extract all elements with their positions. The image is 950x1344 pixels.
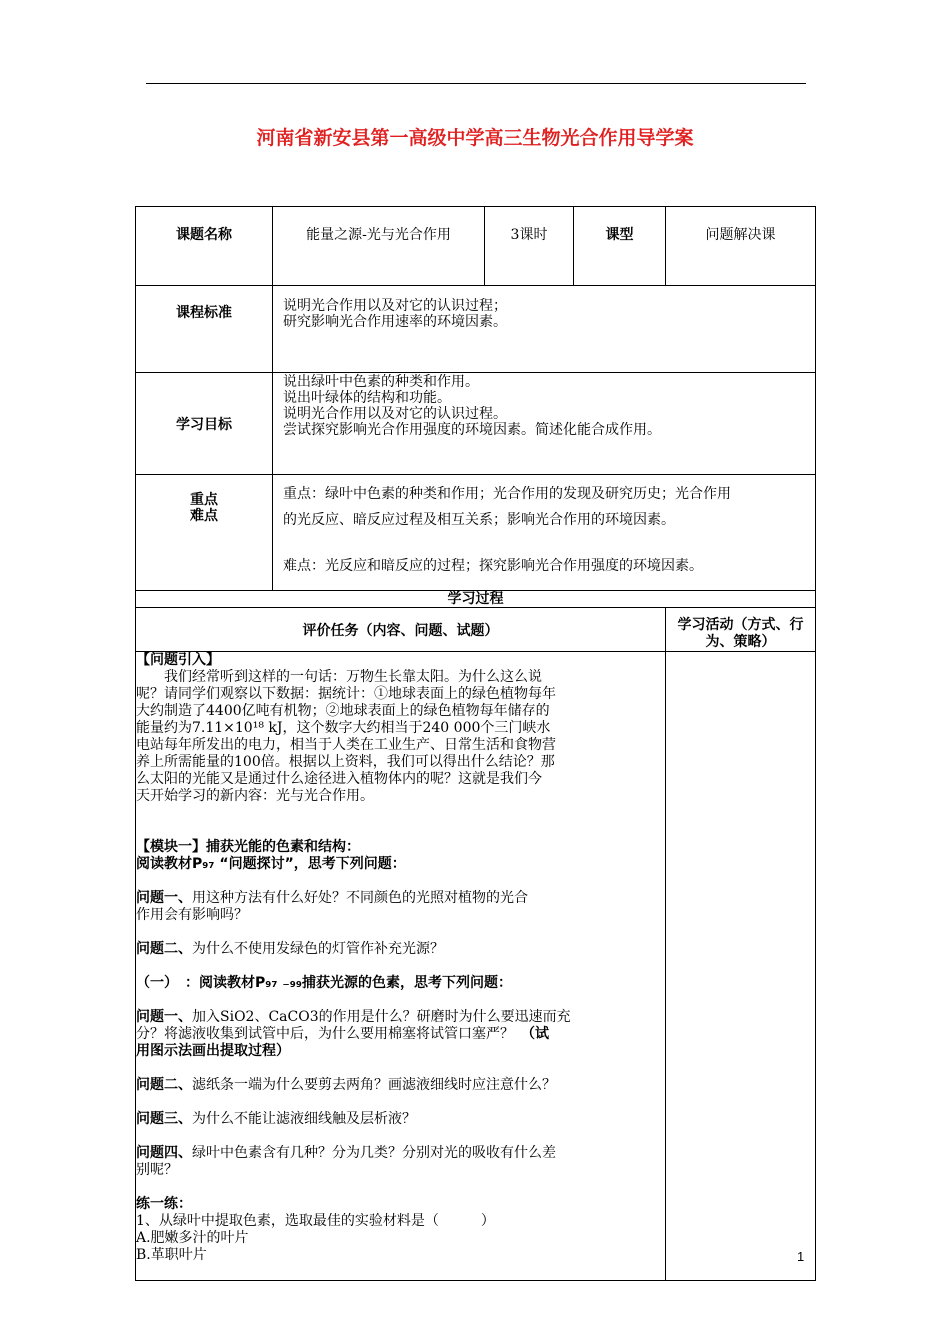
process-heading-row xyxy=(136,591,816,608)
exercise-option: A.肥嫩多汁的叶片 xyxy=(136,1230,249,1246)
objectives-label: 学习目标 xyxy=(136,373,273,475)
process-heading: 学习过程 xyxy=(136,591,816,608)
intro-line: 呢？请同学们观察以下数据：据统计：①地球表面上的绿色植物每年 xyxy=(136,686,556,702)
standard-line: 研究影响光合作用速率的环境因素。 xyxy=(283,314,507,330)
question-hint: 用图示法画出提取过程） xyxy=(136,1043,290,1059)
module1-heading: 【模块一】捕获光能的色素和结构： xyxy=(136,839,360,855)
key-point-line: 的光反应、暗反应过程及相互关系；影响光合作用的环境因素。 xyxy=(283,512,675,528)
standard-line: 说明光合作用以及对它的认识过程； xyxy=(283,298,507,314)
activity-column-header xyxy=(666,608,816,652)
question-label: 问题一、 xyxy=(136,1009,192,1025)
header-rule xyxy=(146,83,806,84)
key-points-label xyxy=(136,475,273,591)
intro-line: 能量约为7.11×10¹⁸ kJ，这个数字大约相当于240 000个三门峡水 xyxy=(136,720,551,736)
question-hint: （试 xyxy=(528,1026,549,1042)
question-text: 滤纸条一端为什么要剪去两角？画滤液细线时应注意什么？ xyxy=(192,1077,556,1093)
exercise-option: B.革职叶片 xyxy=(136,1247,207,1263)
section-heading: （一） ：阅读教材P₉₇ ₋₉₉捕获光源的色素，思考下列问题： xyxy=(136,975,513,991)
question-text: 用这种方法有什么好处？不同颜色的光照对植物的光合 xyxy=(192,890,528,906)
question-label: 问题二、 xyxy=(136,941,192,957)
topic-label: 课题名称 xyxy=(136,207,273,286)
question-label: 问题四、 xyxy=(136,1145,192,1161)
intro-line: 大约制造了4400亿吨有机物；②地球表面上的绿色植物每年储存的 xyxy=(136,703,550,719)
exercise-question: 1、从绿叶中提取色素，选取最佳的实验材料是（ ） xyxy=(136,1213,495,1229)
objectives-row xyxy=(136,373,816,475)
intro-line: 么太阳的光能又是通过什么途径进入植物体内的呢？这就是我们今 xyxy=(136,771,542,787)
activity-content xyxy=(666,652,816,1281)
question-label: 问题二、 xyxy=(136,1077,192,1093)
difficult-label: 难点 xyxy=(190,508,218,524)
question-block xyxy=(136,941,665,958)
question-text: 为什么不能让滤液细线触及层析液？ xyxy=(192,1111,416,1127)
key-points-content xyxy=(273,475,816,591)
question-label: 问题一、 xyxy=(136,890,192,906)
hours-value: 3课时 xyxy=(485,207,574,286)
difficult-point-line: 难点：光反应和暗反应的过程；探究影响光合作用强度的环境因素。 xyxy=(283,558,703,574)
process-columns-row xyxy=(136,608,816,652)
task-content xyxy=(136,652,666,1281)
question-text: 为什么不使用发绿色的灯管作补充光源？ xyxy=(192,941,444,957)
objectives-content xyxy=(273,373,816,475)
objective-line: 说明光合作用以及对它的认识过程。 xyxy=(283,406,507,422)
question-text: 分？将滤液收集到试管中后，为什么要用棉塞将试管口塞严？ xyxy=(136,1026,528,1042)
topic-value: 能量之源-光与光合作用 xyxy=(273,207,485,286)
standard-row xyxy=(136,286,816,373)
question-text: 作用会有影响吗？ xyxy=(136,907,248,923)
intro-line: 电站每年所发出的电力，相当于人类在工业生产、日常生活和食物营 xyxy=(136,737,556,753)
question-text: 绿叶中色素含有几种？分为几类？分别对光的吸收有什么差 xyxy=(192,1145,556,1161)
question-block xyxy=(136,890,665,907)
question-block xyxy=(136,1009,665,1026)
lesson-plan-table xyxy=(135,206,816,1281)
objective-line: 说出绿叶中色素的种类和作用。 xyxy=(283,374,479,390)
document-title: 河南省新安县第一高级中学高三生物光合作用导学案 xyxy=(256,127,694,149)
question-block xyxy=(136,1077,665,1094)
page-number: 1 xyxy=(797,1249,805,1264)
question-block xyxy=(136,1111,665,1128)
practice-heading: 练一练： xyxy=(136,1196,192,1212)
key-label: 重点 xyxy=(190,492,218,508)
standard-content xyxy=(273,286,816,373)
intro-heading: 【问题引入】 xyxy=(136,652,220,668)
key-points-row xyxy=(136,475,816,591)
activity-header-line: 为、策略） xyxy=(705,634,776,650)
activity-header-line: 学习活动（方式、行 xyxy=(677,617,804,633)
intro-line: 养上所需能量的100倍。根据以上资料，我们可以得出什么结论？那 xyxy=(136,754,555,770)
intro-line: 我们经常听到这样的一句话：万物生长靠太阳。为什么这么说 xyxy=(136,669,542,685)
question-text: 别呢？ xyxy=(136,1162,178,1178)
intro-line: 天开始学习的新内容：光与光合作用。 xyxy=(136,788,374,804)
topic-row xyxy=(136,207,816,286)
task-column-header: 评价任务（内容、问题、试题） xyxy=(136,608,666,652)
objective-line: 尝试探究影响光合作用强度的环境因素。简述化能合成作用。 xyxy=(283,422,661,438)
key-point-line: 重点：绿叶中色素的种类和作用；光合作用的发现及研究历史；光合作用 xyxy=(283,486,731,502)
process-content-row xyxy=(136,652,816,1281)
module1-read: 阅读教材P₉₇ “问题探讨”，思考下列问题： xyxy=(136,856,406,872)
standard-label: 课程标准 xyxy=(136,286,273,373)
type-label: 课型 xyxy=(574,207,666,286)
type-value: 问题解决课 xyxy=(666,207,816,286)
question-block xyxy=(136,1026,665,1043)
question-label: 问题三、 xyxy=(136,1111,192,1127)
question-text: 加入SiO2、CaCO3的作用是什么？研磨时为什么要迅速而充 xyxy=(192,1009,571,1025)
question-block xyxy=(136,1145,665,1162)
objective-line: 说出叶绿体的结构和功能。 xyxy=(283,390,451,406)
